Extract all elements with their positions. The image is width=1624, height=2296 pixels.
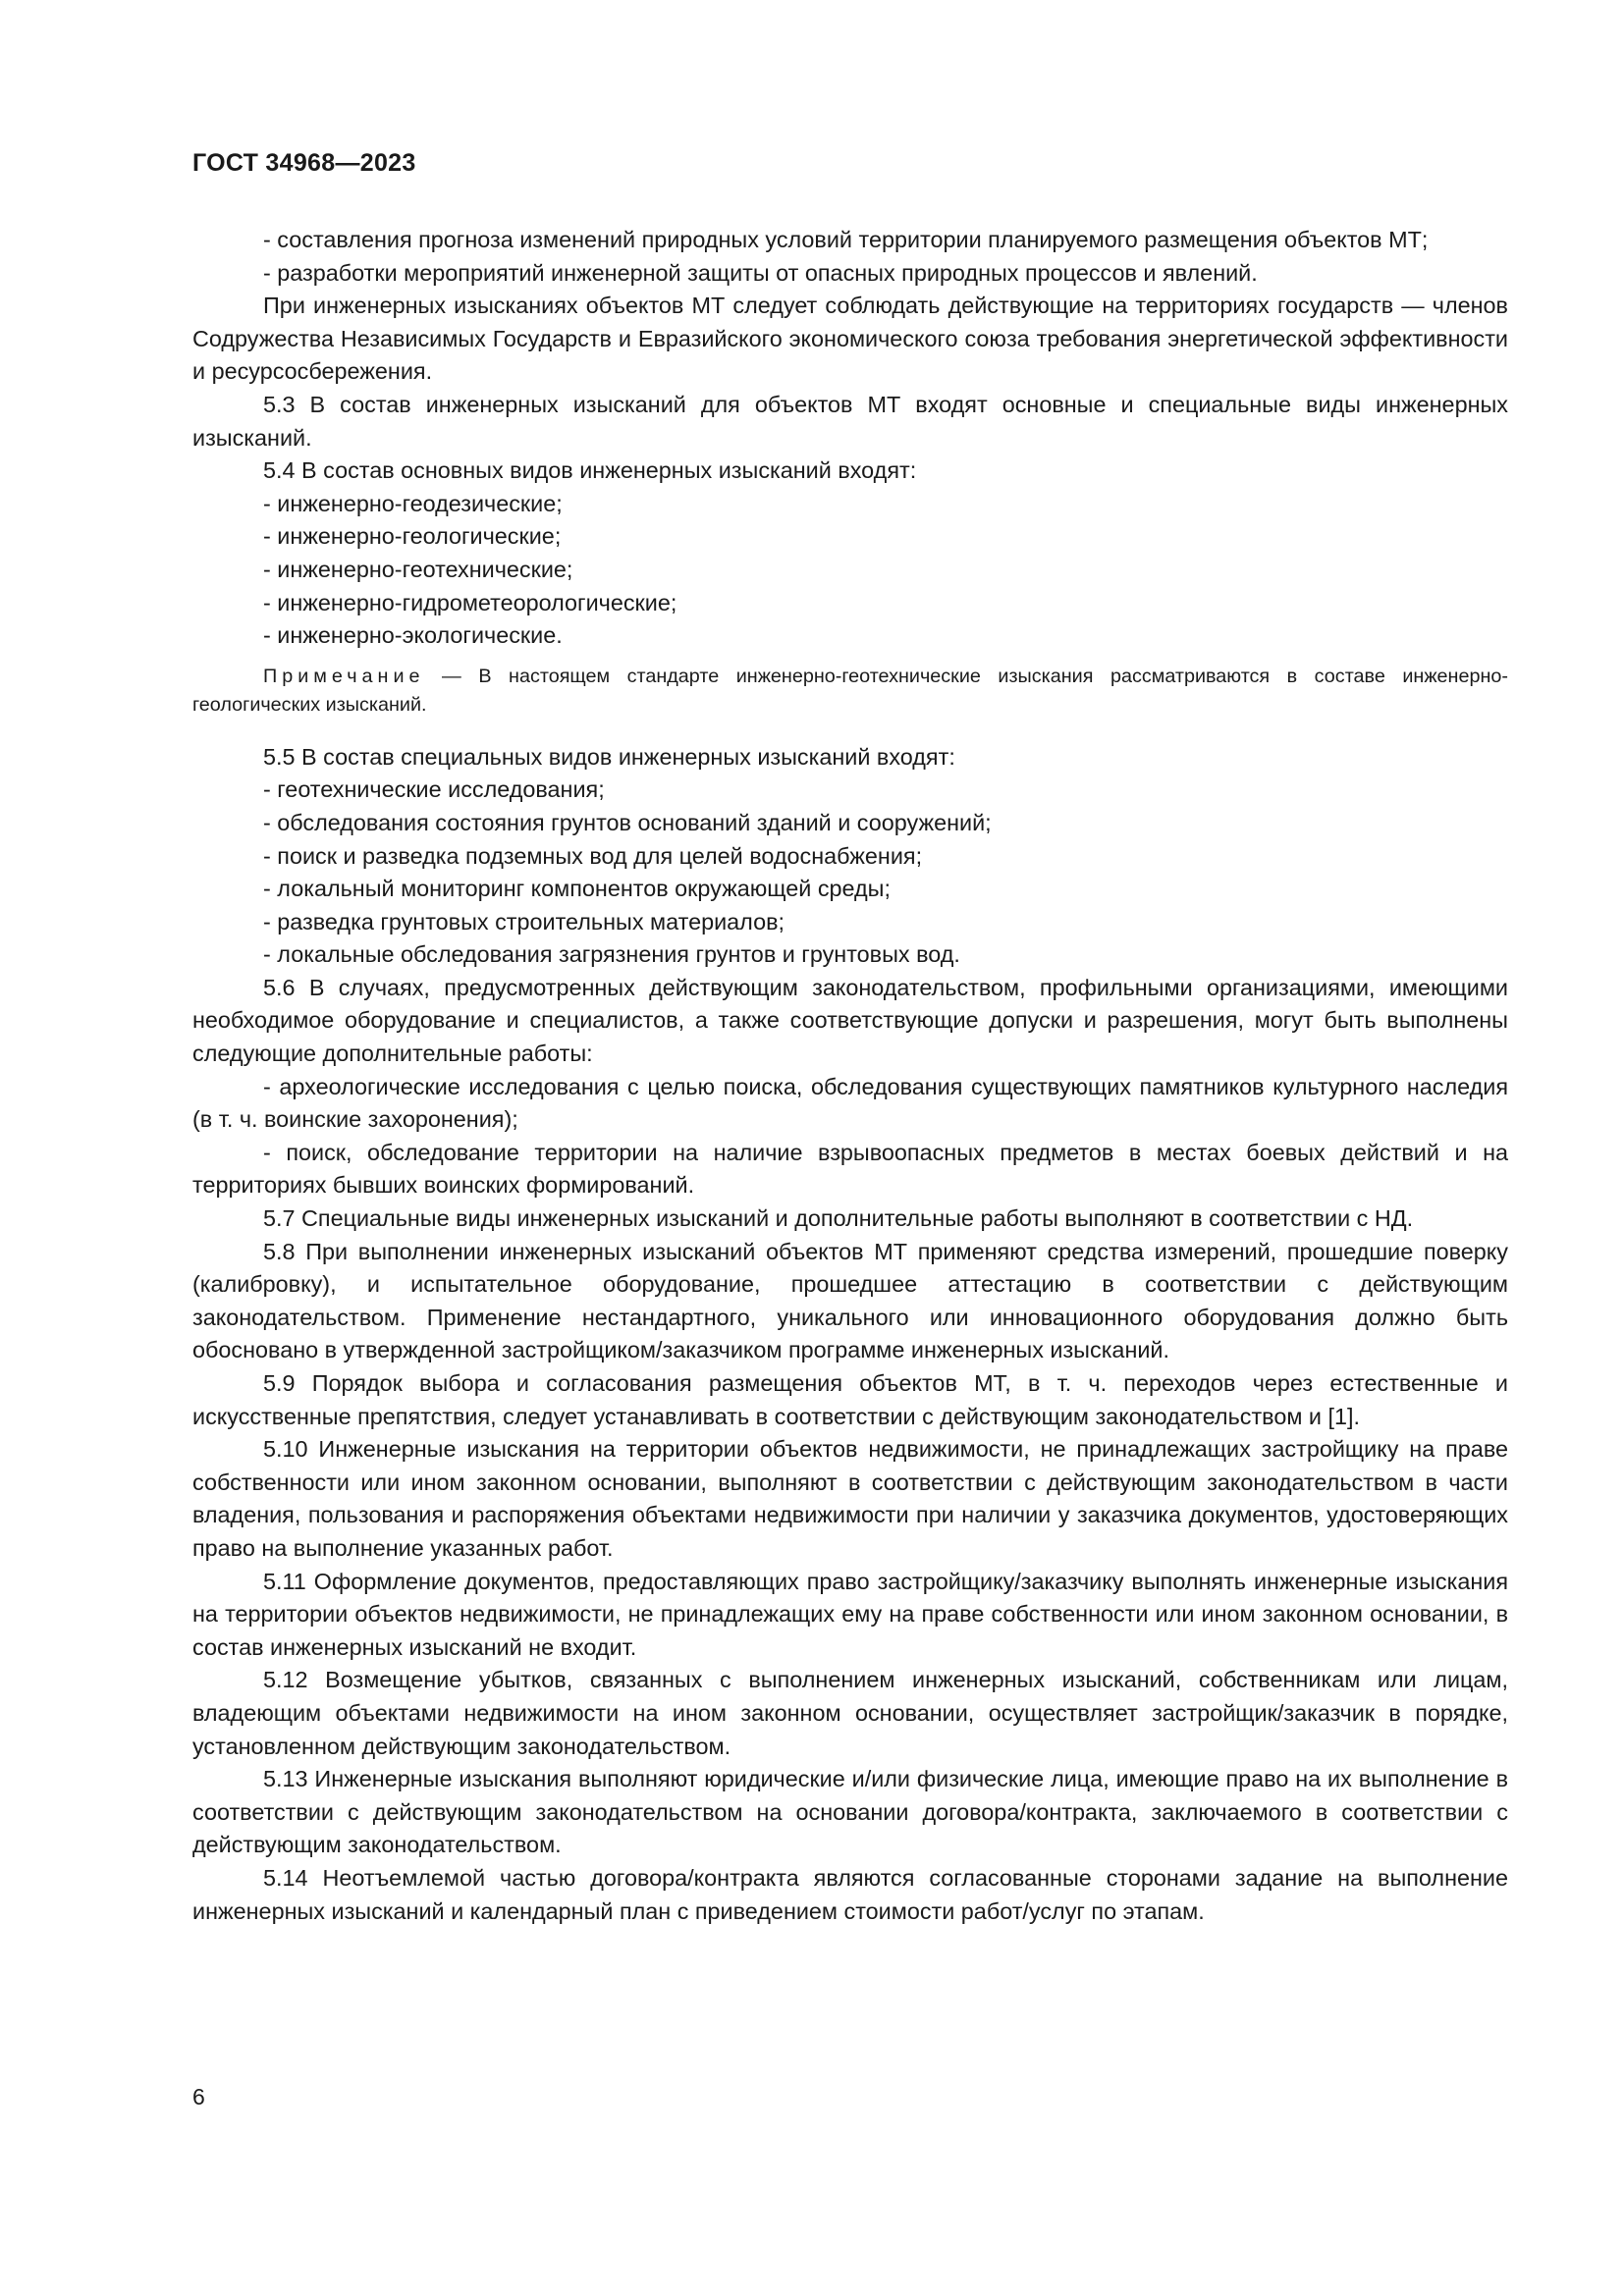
paragraph: 5.10 Инженерные изыскания на территории объектов недвижимости, не принадлежащих застройщику на праве собственности или ином законном основании, выполняют в соответствии с действующим законодательством в части владения, пользования и распоряжения объектами недвижимости при наличии у заказчика документов, удостоверяющих право на выполнение указанных работ. [192, 1436, 1508, 1561]
paragraph: 5.8 При выполнении инженерных изысканий объектов МТ применяют средства измерений, прошедшие поверку (калибровку), и испытательное оборудование, прошедшее аттестацию в соответствии с действующим законодательством. Применение нестандартного, уникального или инновационного оборудования должно быть обосновано в утвержденной застройщиком/заказчиком программе инженерных изысканий. [192, 1238, 1508, 1363]
paragraph: 5.13 Инженерные изыскания выполняют юридические и/или физические лица, имеющие право на их выполнение в соответствии с действующим законодательством на основании договора/контракта, заключаемого в соответствии с действующим законодательством. [192, 1766, 1508, 1858]
paragraph: При инженерных изысканиях объектов МТ следует соблюдать действующие на территориях государств — членов Содружества Независимых Государств и Евразийского экономического союза требования энергетической эффективности и ресурсосбережения. [192, 293, 1508, 385]
paragraph: 5.11 Оформление документов, предоставляющих право застройщику/заказчику выполнять инженерные изыскания на территории объектов недвижимости, не принадлежащих ему на праве собственности или ином законном основании, в состав инженерных изысканий не входит. [192, 1568, 1508, 1660]
document-body [192, 224, 1508, 1928]
paragraph: - разработки мероприятий инженерной защиты от опасных природных процессов и явлений. [263, 259, 1258, 286]
note-text: — В настоящем стандарте инженерно-геотехнические изыскания рассматриваются в составе инженерно-геологических изысканий. [192, 665, 1508, 716]
paragraph: 5.12 Возмещение убытков, связанных с выполнением инженерных изысканий, собственникам или лицам, владеющим объектами недвижимости на ином законном основании, осуществляет застройщик/заказчик в порядке, установленном действующим законодательством. [192, 1667, 1508, 1759]
list-item: - инженерно-геодезические; [263, 490, 563, 516]
list-item: - локальный мониторинг компонентов окружающей среды; [263, 876, 891, 902]
list-item: - локальные обследования загрязнения грунтов и грунтовых вод. [263, 941, 960, 968]
note-label: Примечание [263, 665, 425, 687]
list-item: - поиск и разведка подземных вод для целей водоснабжения; [263, 842, 923, 869]
list-item: - геотехнические исследования; [263, 776, 605, 803]
list-item: - инженерно-гидрометеорологические; [263, 589, 677, 615]
list-item: - обследования состояния грунтов оснований зданий и сооружений; [263, 809, 992, 835]
paragraph: - поиск, обследование территории на наличие взрывоопасных предметов в местах боевых действий и на территориях бывших воинских формирований. [192, 1139, 1508, 1199]
note [192, 663, 1508, 720]
paragraph: 5.14 Неотъемлемой частью договора/контракта являются согласованные сторонами задание на выполнение инженерных изысканий и календарный план с приведением стоимости работ/услуг по этапам. [192, 1864, 1508, 1924]
list-item: - разведка грунтовых строительных материалов; [263, 908, 785, 934]
paragraph: 5.5 В состав специальных видов инженерных изысканий входят: [263, 743, 955, 770]
list-item: - инженерно-геологические; [263, 523, 562, 550]
paragraph: 5.3 В состав инженерных изысканий для объектов МТ входят основные и специальные виды инженерных изысканий. [192, 391, 1508, 451]
paragraph: 5.7 Специальные виды инженерных изысканий и дополнительные работы выполняют в соответствии с НД. [263, 1205, 1414, 1232]
document-code-header: ГОСТ 34968—2023 [192, 149, 416, 177]
paragraph: - составления прогноза изменений природных условий территории планируемого размещения объектов МТ; [263, 227, 1429, 252]
paragraph: 5.4 В состав основных видов инженерных изысканий входят: [263, 457, 917, 484]
paragraph: 5.9 Порядок выбора и согласования размещения объектов МТ, в т. ч. переходов через естественные и искусственные препятствия, следует устанавливать в соответствии с действующим законодательством и [1]. [192, 1370, 1508, 1429]
list-item: - инженерно-экологические. [263, 622, 563, 649]
paragraph: 5.6 В случаях, предусмотренных действующим законодательством, профильными организациями, имеющими необходимое оборудование и специалистов, а также соответствующие допуски и разрешения, могут быть выполнены следующие дополнительные работы: [192, 974, 1508, 1067]
list-item: - инженерно-геотехнические; [263, 556, 573, 582]
paragraph: - археологические исследования с целью поиска, обследования существующих памятников культурного наследия (в т. ч. воинские захоронения); [192, 1073, 1508, 1133]
page-number: 6 [192, 2084, 205, 2109]
